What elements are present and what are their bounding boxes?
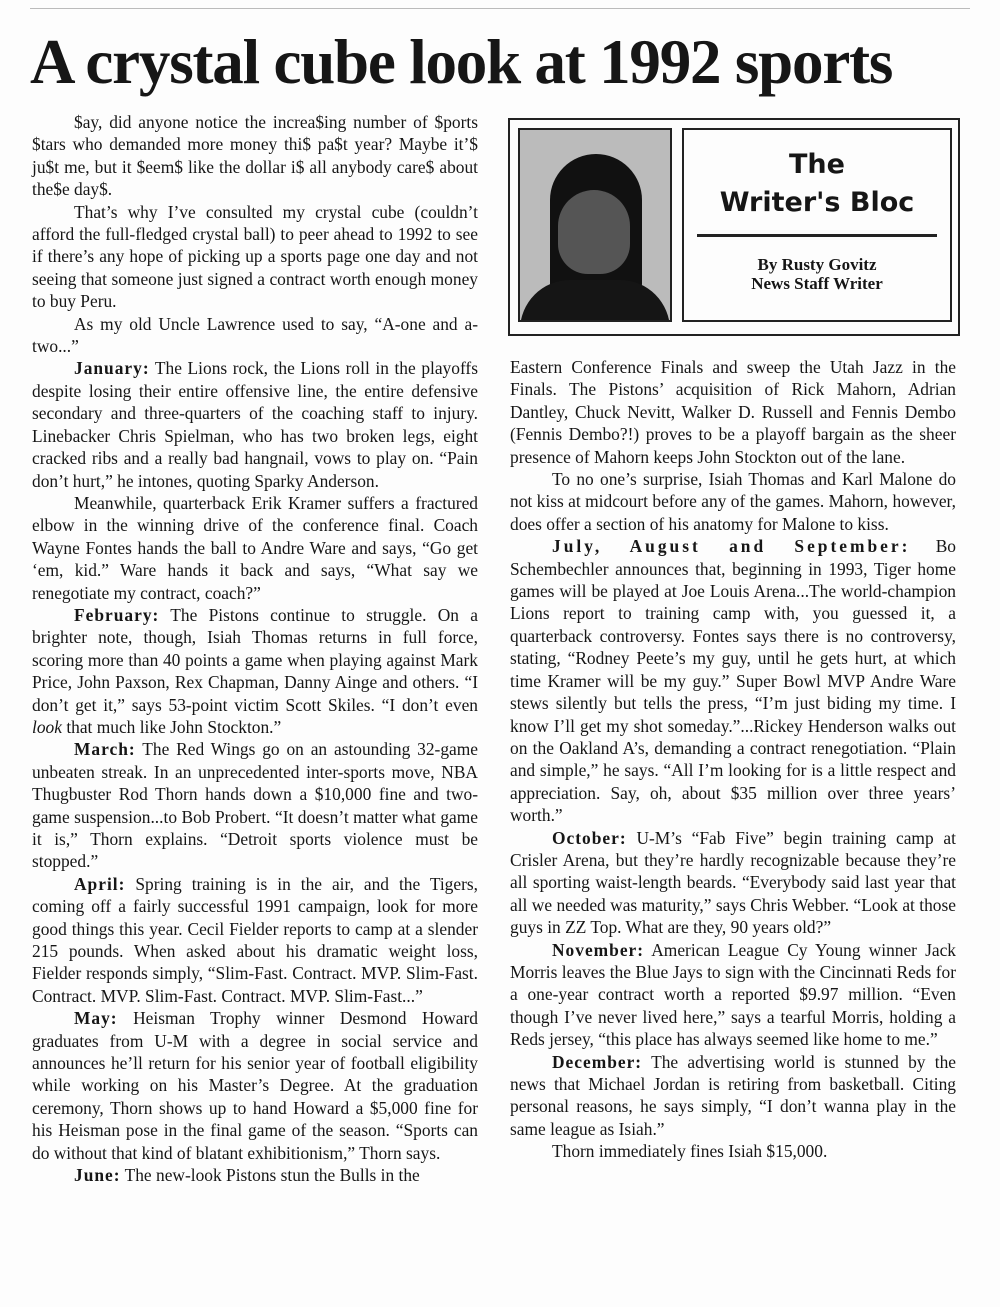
paragraph-text: that much like John Stockton.” [66,716,282,737]
paragraph-text: Bo Schembechler announces that, beginning in 1993, Tiger home games will be played at Joe Louis Arena...The world-champion Lions report to training camp with, you guessed it, a quarterback controversy. Fontes says there is no controversy, stating, “Rodney Peete’s my guy, until he gets hurt, at which time Kramer will be my guy.” Super Bowl MVP Andre Ware stews silently but tells the press, “I’m just biding my time. I know I’ll get my shot someday.”...Rickey Henderson walks out on the Oakland A’s, demanding a contract renegotiation. “Plain and simple,” he says. “All I’m looking for is a little respect and appreciation. Say, oh, about $35 million over three years’ worth.” [510,536,956,826]
paragraph-april [32,873,478,1007]
title-divider [697,234,937,237]
top-rule [30,8,970,9]
paragraph: Meanwhile, quarterback Erik Kramer suffers a fractured elbow in the winning drive of the conference final. Coach Wayne Fontes hands the ball to Andre Ware and says, “Go get ‘em, kid.” Ware hands it back and says, “What say we renegotiate my contract, coach?” [32,492,478,603]
paragraph-text: The Lions rock, the Lions roll in the playoffs despite losing their entire offensive line, the entire defensive secondary and three-quarters of the coaching staff to injury. Linebacker Chris Spielman, who has two broken legs, eight cracked ribs and a really bad hangnail, vows to play on. “Pain don’t hurt,” he intones, quoting Sparky Anderson. [32,358,478,491]
byline: By Rusty Govitz [757,255,877,274]
face-shape [558,190,630,274]
column-header-box [508,118,960,336]
paragraph-text: American League Cy Young winner Jack Morris leaves the Blue Jays to sign with the Cincinnati Reds for a one-year contract worth a reported $9.97 million. “Even though I’ve never lived here,” says a tearful Morris, holding a Reds jersey, “this place has always seemed like home to me.” [510,939,956,1050]
month-label: May: [74,1008,118,1029]
right-column [510,356,956,1163]
paragraph-text: U-M’s “Fab Five” begin training camp at Crisler Arena, but they’re hardly recognizable because they’re all sporting waist-length beards. “Everybody said last year that all we needed was maturity,” says Chris Webber. “Look at those guys in ZZ Top. What are they, 90 years old?” [510,827,956,938]
paragraph: $ay, did anyone notice the increa$ing number of $ports $tars who demanded more money thi$ pa$t year? Maybe it’$ ju$t me, but it $eem$ like the dollar i$ all anybody care$ about the$e day$. [32,112,478,200]
column-title-box [682,128,952,322]
month-label: February: [74,604,160,625]
paragraph: As my old Uncle Lawrence used to say, “A-one and a-two...” [32,313,478,357]
paragraph-march [32,738,478,872]
paragraph-june [32,1164,478,1186]
left-column [32,111,478,1187]
paragraph-january [32,357,478,491]
paragraph-june-continued: Eastern Conference Finals and sweep the Utah Jazz in the Finals. The Pistons’ acquisition of Rick Mahorn, Adrian Dantley, Chuck Nevitt, Walker D. Russell and Fennis Dembo (Fennis Dembo?!) proves to be a playoff bargain as the sheer presence of Mahorn keeps John Stockton out of the lane. [510,357,956,467]
author-role: News Staff Writer [751,274,883,293]
paragraph-closing: Thorn immediately fines Isiah $15,000. [552,1141,828,1162]
headline: A crystal cube look at 1992 sports [30,27,893,97]
month-label: March: [74,739,136,760]
column-title-line1: The [789,149,845,180]
month-label: June: [74,1165,121,1186]
paragraph-october [510,827,956,939]
paragraph-text: Spring training is in the air, and the Tigers, coming off a fairly successful 1991 campaign, look for more good things this year. Cecil Fielder reports to camp at a slender 215 pounds. When asked about his dramatic weight loss, Fielder responds simply, “Slim-Fast. Contract. MVP. Slim-Fast. Contract. MVP. Slim-Fast. Contract. MVP. Slim-Fast...” [32,873,478,1006]
paragraph-text: The Pistons continue to struggle. On a brighter note, though, Isiah Thomas returns in full force, scoring more than 40 points a game when playing against Mark Price, John Paxson, Rex Chapman, Danny Ainge and others. “I don’t get it,” says 53-point victim Scott Skiles. “I don’t even [32,604,478,715]
paragraph-text: The new-look Pistons stun the Bulls in the [124,1165,420,1186]
month-label: January: [74,358,150,379]
paragraph: To no one’s surprise, Isiah Thomas and Karl Malone do not kiss at midcourt before any of the games. Mahorn, however, does offer a section of his anatomy for Malone to kiss. [510,469,956,534]
paragraph-text: The advertising world is stunned by the news that Michael Jordan is retiring from basketball. Citing personal reasons, he says simply, “I don’t wanna play in the same league as Isiah.” [510,1051,956,1139]
month-label: November: [552,939,645,960]
paragraph-november [510,939,956,1051]
paragraph-february [32,604,478,738]
paragraph-july-september [510,535,956,826]
paragraph-december [510,1051,956,1141]
month-label: October: [552,827,627,848]
paragraph-may [32,1007,478,1164]
column-title-line2: Writer's Bloc [719,187,915,218]
month-label: April: [74,873,126,894]
month-label: July, August and September: [552,536,911,557]
paragraph: That’s why I’ve consulted my crystal cube (couldn’t afford the full-fledged crystal ball) to peer ahead to 1992 to see if there’s any hope of picking up a sports page one day and not seeing that someone just signed a contract worth enough money to buy Peru. [32,201,478,312]
italic-word: look [32,716,62,737]
month-label: December: [552,1051,643,1072]
paragraph-text: Heisman Trophy winner Desmond Howard graduates from U-M with a degree in social service and announces he’ll return for his senior year of football eligibility while working on his Master’s Degree. At the graduation ceremony, Thorn shows up to hand Howard a $5,000 fine for his Heisman pose in the final game of the season. “Sports can do without that kind of blatant exhibitionism,” Thorn says. [32,1008,478,1163]
author-photo [518,128,672,322]
shoulders-shape [520,280,670,322]
paragraph-text: The Red Wings go on an astounding 32-game unbeaten streak. In an unprecedented inter-sports move, NBA Thugbuster Rod Thorn hands down a $10,000 fine and two-game suspension...to Bob Probert. “It doesn’t matter what game it is,” Thorn explains. “Detroit sports violence must be stopped.” [32,739,478,872]
